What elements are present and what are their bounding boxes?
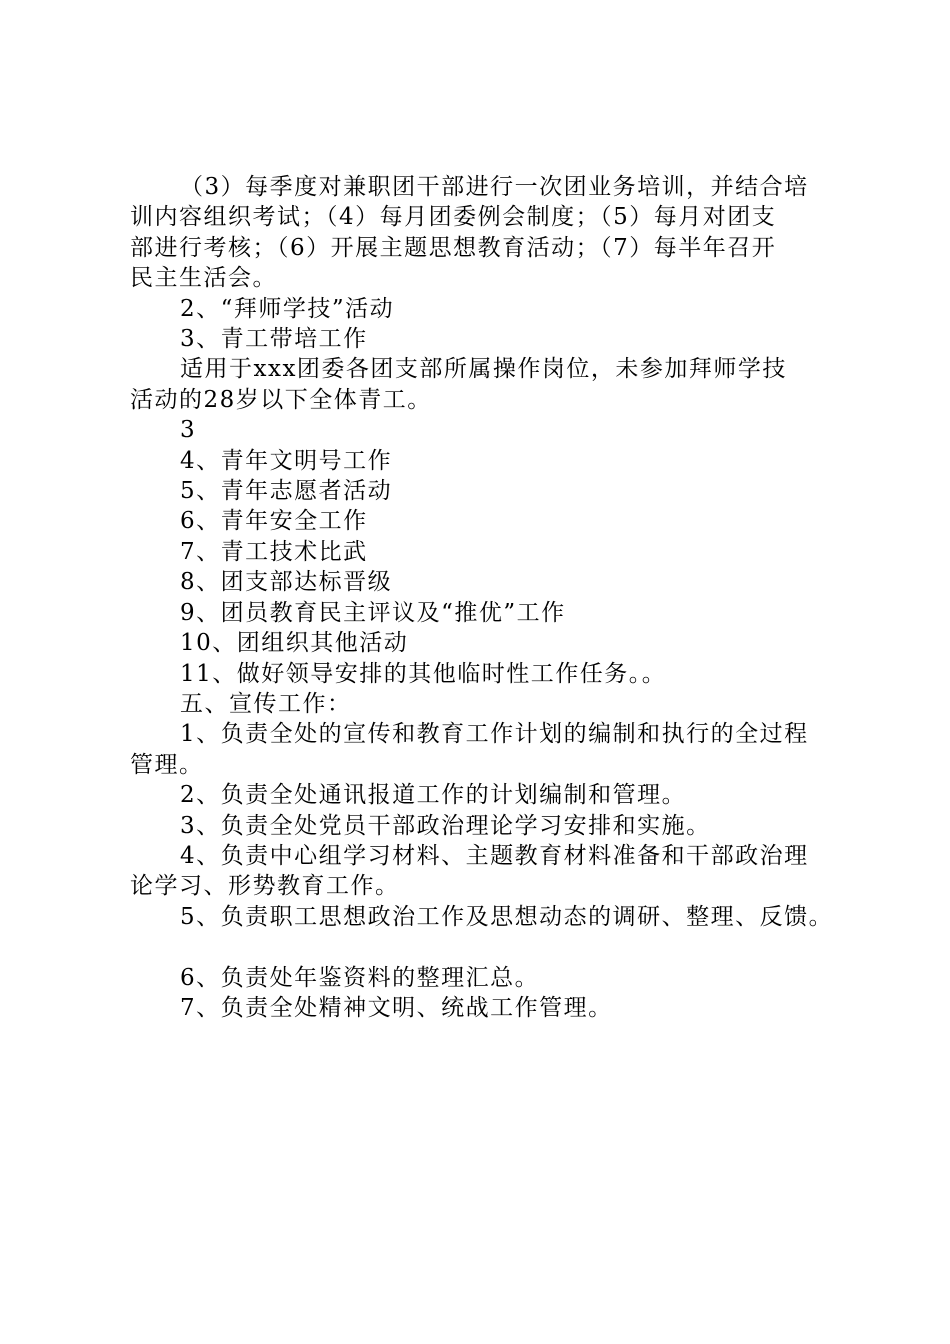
- list-item: 3、青工带培工作: [180, 326, 368, 353]
- list-item: 2、“拜师学技”活动: [180, 295, 395, 322]
- page-number: 3: [180, 417, 197, 444]
- list-item: 10、团组织其他活动: [180, 630, 409, 657]
- list-item: 9、团员教育民主评议及“推优”工作: [180, 599, 566, 626]
- paragraph: 训内容组织考试；（4）每月团委例会制度；（5）每月对团支: [130, 204, 777, 231]
- paragraph: 适用于xxx团委各团支部所属操作岗位，未参加拜师学技: [180, 356, 787, 383]
- list-item-continuation: 论学习、形势教育工作。: [130, 873, 400, 900]
- list-item: 4、青年文明号工作: [180, 447, 393, 474]
- list-item: 6、负责处年鉴资料的整理汇总。: [180, 964, 540, 991]
- list-item: 3、负责全处党员干部政治理论学习安排和实施。: [180, 812, 711, 839]
- list-item: 2、负责全处通讯报道工作的计划编制和管理。: [180, 782, 687, 809]
- list-item: 5、负责职工思想政治工作及思想动态的调研、整理、反馈。: [180, 903, 834, 930]
- blank-line: [130, 932, 870, 962]
- list-item: 7、青工技术比武: [180, 538, 368, 565]
- list-item: 11、做好领导安排的其他临时性工作任务。。: [180, 660, 667, 687]
- paragraph: 活动的28岁以下全体青工。: [130, 386, 432, 413]
- list-item: 8、团支部达标晋级: [180, 569, 393, 596]
- document-body: [130, 172, 870, 1023]
- list-item: 5、青年志愿者活动: [180, 478, 393, 505]
- paragraph: 民主生活会。: [130, 265, 277, 292]
- paragraph: 部进行考核；（6）开展主题思想教育活动；（7）每半年召开: [130, 234, 777, 261]
- list-item: 1、负责全处的宣传和教育工作计划的编制和执行的全过程: [180, 721, 809, 748]
- list-item: 6、青年安全工作: [180, 508, 368, 535]
- list-item: 4、负责中心组学习材料、主题教育材料准备和干部政治理: [180, 842, 809, 869]
- list-item-continuation: 管理。: [130, 751, 204, 778]
- paragraph: （3）每季度对兼职团干部进行一次团业务培训，并结合培: [180, 174, 809, 200]
- section-heading: 五、宣传工作：: [180, 690, 352, 717]
- list-item: 7、负责全处精神文明、统战工作管理。: [180, 994, 613, 1021]
